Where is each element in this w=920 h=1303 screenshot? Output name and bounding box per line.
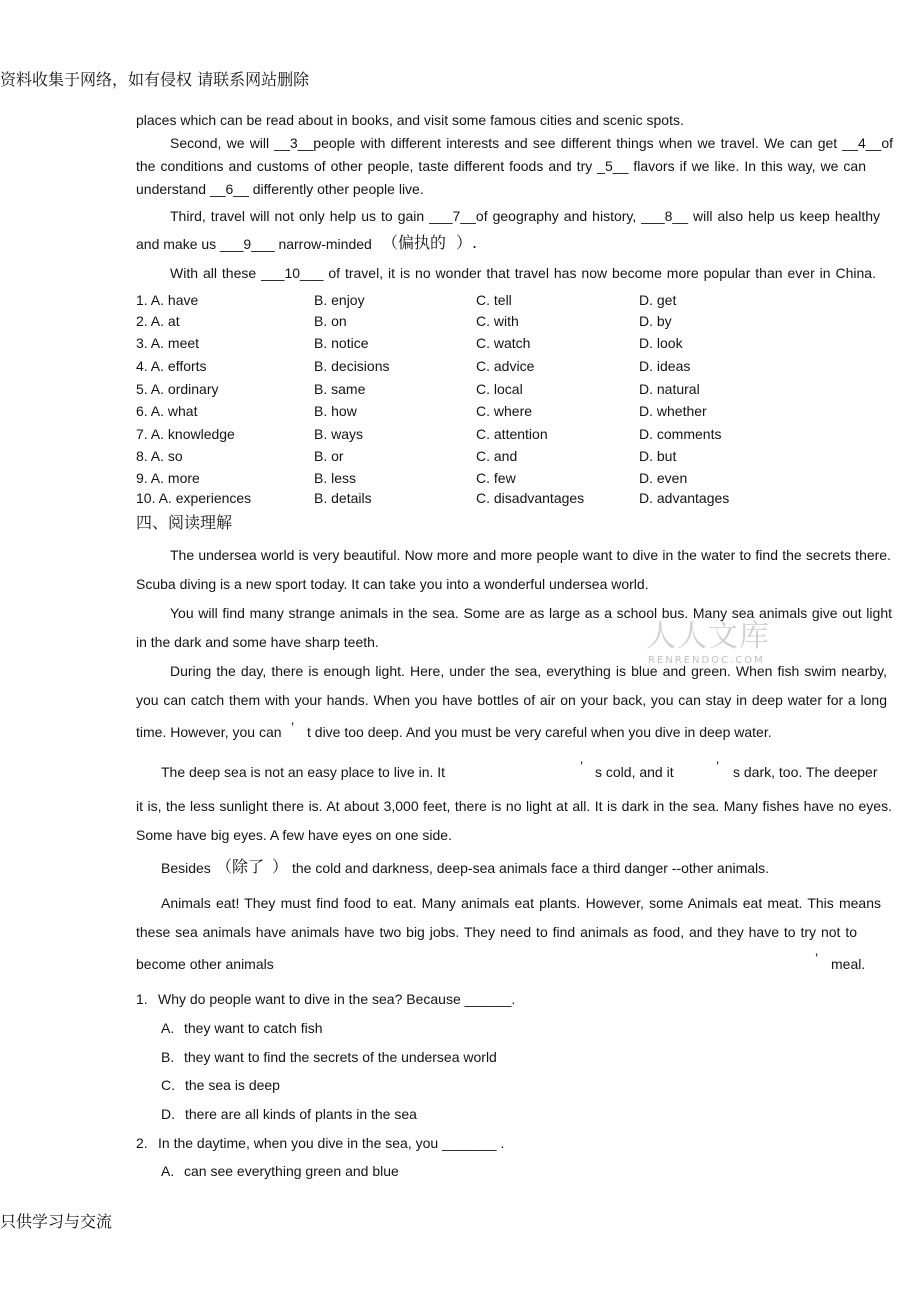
option-b: B. details — [314, 490, 372, 506]
cloze-option-row — [0, 357, 920, 375]
option-d: D. natural — [639, 381, 700, 397]
option-c: C. advice — [476, 358, 535, 374]
cloze-option-row — [0, 334, 920, 352]
passage-line: You will find many strange animals in the sea. Some are as large as a school bus. Many sea animals give out light — [170, 605, 892, 621]
passage-line: Scuba diving is a new sport today. It can take you into a wonderful undersea world. — [136, 576, 649, 592]
passage-line: Besides — [161, 860, 211, 876]
option-a: 7. A. knowledge — [136, 426, 235, 442]
option-b: B. decisions — [314, 358, 390, 374]
option-a: 10. A. experiences — [136, 490, 252, 506]
cloze-line: the conditions and customs of other people, taste different foods and try _5__ flavors if we like. In this way, we can — [136, 158, 866, 174]
option-d: D. ideas — [639, 358, 691, 374]
option-a: 3. A. meet — [136, 335, 200, 351]
header-disclaimer: 资料收集于网络，如有侵权 请联系网站删除 — [0, 70, 310, 89]
choice-letter: A. — [161, 1163, 175, 1179]
choice-letter: C. — [161, 1077, 175, 1093]
option-b: B. enjoy — [314, 292, 365, 308]
passage-line: in the dark and some have sharp teeth. — [136, 634, 379, 650]
cloze-line: places which can be read about in books, and visit some famous cities and scenic spots. — [136, 112, 684, 128]
passage-line: s dark, too. The deeper — [733, 764, 878, 780]
cloze-gloss-paren-close: ）. — [456, 233, 478, 252]
option-a: 9. A. more — [136, 470, 200, 486]
question-text: Why do people want to dive in the sea? Because ______. — [158, 991, 516, 1007]
passage-line: Animals eat! They must find food to eat. Many animals eat plants. However, some Animals eat meat. This means — [161, 895, 881, 911]
option-b: B. on — [314, 313, 347, 329]
option-c: C. watch — [476, 335, 531, 351]
option-a: 4. A. efforts — [136, 358, 207, 374]
apostrophe: ’ — [580, 758, 584, 774]
cloze-line: Second, we will __3__people with different interests and see different things when we travel. We can get __4__of — [170, 135, 893, 151]
option-d: D. by — [639, 313, 672, 329]
option-d: D. advantages — [639, 490, 730, 506]
apostrophe: ’ — [291, 719, 295, 735]
cloze-option-row — [0, 291, 920, 309]
cloze-option-row — [0, 489, 920, 507]
option-c: C. with — [476, 313, 519, 329]
option-d: D. even — [639, 470, 688, 486]
passage-line: it is, the less sunlight there is. At about 3,000 feet, there is no light at all. It is dark in the sea. Many fishes have no eyes. — [136, 798, 892, 814]
cloze-option-row — [0, 425, 920, 443]
cloze-option-row — [0, 447, 920, 465]
choice-text: they want to find the secrets of the undersea world — [184, 1049, 497, 1065]
option-c: C. and — [476, 448, 518, 464]
option-c: C. where — [476, 403, 533, 419]
option-d: D. look — [639, 335, 683, 351]
option-a: 2. A. at — [136, 313, 180, 329]
passage-line: these sea animals have animals have two big jobs. They need to find animals as food, and they have to try not to — [136, 924, 857, 940]
passage-line: meal. — [831, 956, 866, 972]
choice-letter: D. — [161, 1106, 175, 1122]
question-text: In the daytime, when you dive in the sea, you _______ . — [158, 1135, 505, 1151]
passage-line: t dive too deep. And you must be very careful when you dive in deep water. — [307, 724, 772, 740]
option-b: B. how — [314, 403, 357, 419]
choice-letter: B. — [161, 1049, 175, 1065]
question-number: 2. — [136, 1135, 148, 1151]
option-a: 1. A. have — [136, 292, 199, 308]
option-d: D. whether — [639, 403, 707, 419]
passage-line: The undersea world is very beautiful. Now more and more people want to dive in the water to find the secrets there. — [170, 547, 891, 563]
choice-text: they want to catch fish — [184, 1020, 323, 1036]
passage-line: s cold, and it — [595, 764, 674, 780]
gloss-chinese: 除了 — [232, 857, 265, 876]
passage-line: the cold and darkness, deep-sea animals face a third danger --other animals. — [292, 860, 770, 876]
option-c: C. few — [476, 470, 516, 486]
cloze-line: understand __6__ differently other people live. — [136, 181, 424, 197]
option-c: C. local — [476, 381, 523, 397]
option-c: C. tell — [476, 292, 512, 308]
option-d: D. get — [639, 292, 677, 308]
option-d: D. comments — [639, 426, 722, 442]
cloze-line: and make us ___9___ narrow-minded — [136, 236, 372, 252]
option-a: 6. A. what — [136, 403, 198, 419]
option-a: 8. A. so — [136, 448, 183, 464]
section-title: 四、阅读理解 — [136, 513, 233, 532]
option-b: B. same — [314, 381, 366, 397]
option-a: 5. A. ordinary — [136, 381, 219, 397]
option-c: C. attention — [476, 426, 548, 442]
passage-line: During the day, there is enough light. Here, under the sea, everything is blue and green. When fish swim nearby, — [170, 663, 887, 679]
apostrophe: ’ — [716, 758, 720, 774]
cloze-gloss-chinese: 偏执的 — [398, 233, 447, 252]
footer-note: 只供学习与交流 — [0, 1212, 113, 1231]
gloss-paren-open: （ — [216, 857, 233, 876]
choice-letter: A. — [161, 1020, 175, 1036]
passage-line: Some have big eyes. A few have eyes on one side. — [136, 827, 452, 843]
option-b: B. less — [314, 470, 357, 486]
watermark-site: RENRENDOC.COM — [648, 655, 765, 666]
choice-text: there are all kinds of plants in the sea — [185, 1106, 417, 1122]
option-d: D. but — [639, 448, 677, 464]
passage-line: time. However, you can — [136, 724, 282, 740]
passage-line: become other animals — [136, 956, 274, 972]
cloze-line: With all these ___10___ of travel, it is no wonder that travel has now become more popular than ever in China. — [170, 265, 876, 281]
cloze-option-row — [0, 380, 920, 398]
option-b: B. ways — [314, 426, 364, 442]
cloze-option-row — [0, 312, 920, 330]
passage-line: you can catch them with your hands. When you have bottles of air on your back, you can stay in deep water for a long — [136, 692, 887, 708]
passage-line: The deep sea is not an easy place to live in. It — [161, 764, 446, 780]
apostrophe: ’ — [815, 950, 819, 966]
watermark-logo: 人人文库 — [646, 619, 770, 654]
option-c: C. disadvantages — [476, 490, 585, 506]
cloze-gloss-paren-open: （ — [382, 233, 399, 252]
cloze-option-row — [0, 469, 920, 487]
choice-text: can see everything green and blue — [184, 1163, 399, 1179]
option-b: B. notice — [314, 335, 369, 351]
question-number: 1. — [136, 991, 148, 1007]
cloze-line: Third, travel will not only help us to gain ___7__of geography and history, ___8__ will also help us keep healthy — [170, 208, 880, 224]
option-b: B. or — [314, 448, 344, 464]
gloss-paren-close: ） — [272, 857, 289, 876]
choice-text: the sea is deep — [185, 1077, 280, 1093]
cloze-option-row — [0, 402, 920, 420]
